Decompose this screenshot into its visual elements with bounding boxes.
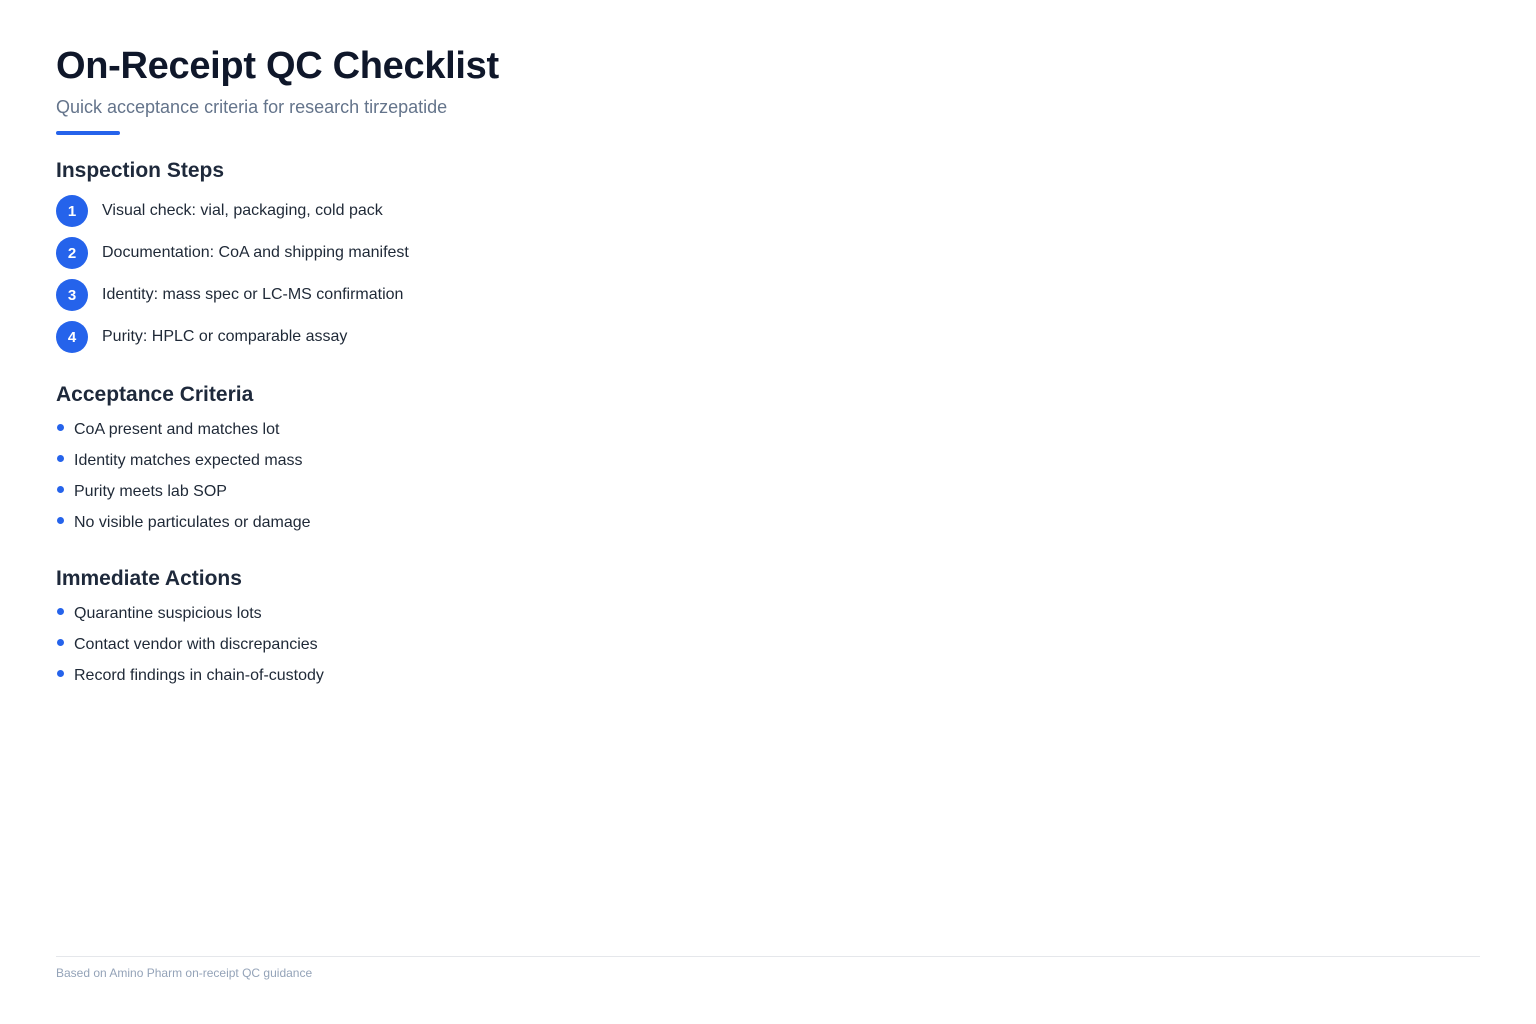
- step-text: Identity: mass spec or LC‑MS confirmation: [102, 286, 404, 303]
- list-item: [56, 419, 1480, 440]
- step-number-badge: 4: [56, 321, 88, 353]
- page-subtitle: Quick acceptance criteria for research tirzepatide: [56, 97, 448, 117]
- list-item: [56, 481, 1480, 502]
- bullet-dot-icon: [57, 424, 64, 431]
- list-item: [56, 512, 1480, 533]
- inspection-steps-heading: Inspection Steps: [56, 159, 225, 182]
- bullet-dot-icon: [57, 486, 64, 493]
- list-item-text: CoA present and matches lot: [74, 420, 280, 438]
- bullet-dot-icon: [57, 517, 64, 524]
- page-title: On‑Receipt QC Checklist: [56, 45, 499, 87]
- bullet-dot-icon: [57, 639, 64, 646]
- step-text: Purity: HPLC or comparable assay: [102, 328, 348, 345]
- step-number-badge: 1: [56, 195, 88, 227]
- immediate-actions-heading: Immediate Actions: [56, 567, 242, 590]
- page-footer: [56, 956, 1480, 980]
- step-text: Documentation: CoA and shipping manifest: [102, 244, 409, 261]
- step-item: [56, 279, 1480, 311]
- acceptance-criteria-list: [56, 419, 1480, 533]
- list-item-text: Record findings in chain‑of‑custody: [74, 666, 324, 684]
- inspection-steps-list: [56, 195, 1480, 353]
- list-item: [56, 450, 1480, 471]
- step-item: [56, 195, 1480, 227]
- step-text: Visual check: vial, packaging, cold pack: [102, 202, 383, 219]
- list-item-text: Purity meets lab SOP: [74, 482, 227, 500]
- bullet-dot-icon: [57, 455, 64, 462]
- list-item: [56, 634, 1480, 655]
- step-number-badge: 3: [56, 279, 88, 311]
- list-item: [56, 603, 1480, 624]
- bullet-dot-icon: [57, 670, 64, 677]
- step-item: [56, 321, 1480, 353]
- list-item-text: Contact vendor with discrepancies: [74, 635, 318, 653]
- acceptance-criteria-heading: Acceptance Criteria: [56, 383, 254, 406]
- list-item-text: No visible particulates or damage: [74, 513, 311, 531]
- list-item: [56, 665, 1480, 686]
- list-item-text: Quarantine suspicious lots: [74, 604, 262, 622]
- immediate-actions-list: [56, 603, 1480, 686]
- step-item: [56, 237, 1480, 269]
- bullet-dot-icon: [57, 608, 64, 615]
- title-accent-divider: [56, 131, 120, 135]
- step-number-badge: 2: [56, 237, 88, 269]
- footer-source-note: Based on Amino Pharm on‑receipt QC guidance: [56, 966, 313, 980]
- checklist-page: [56, 44, 1480, 696]
- list-item-text: Identity matches expected mass: [74, 451, 303, 469]
